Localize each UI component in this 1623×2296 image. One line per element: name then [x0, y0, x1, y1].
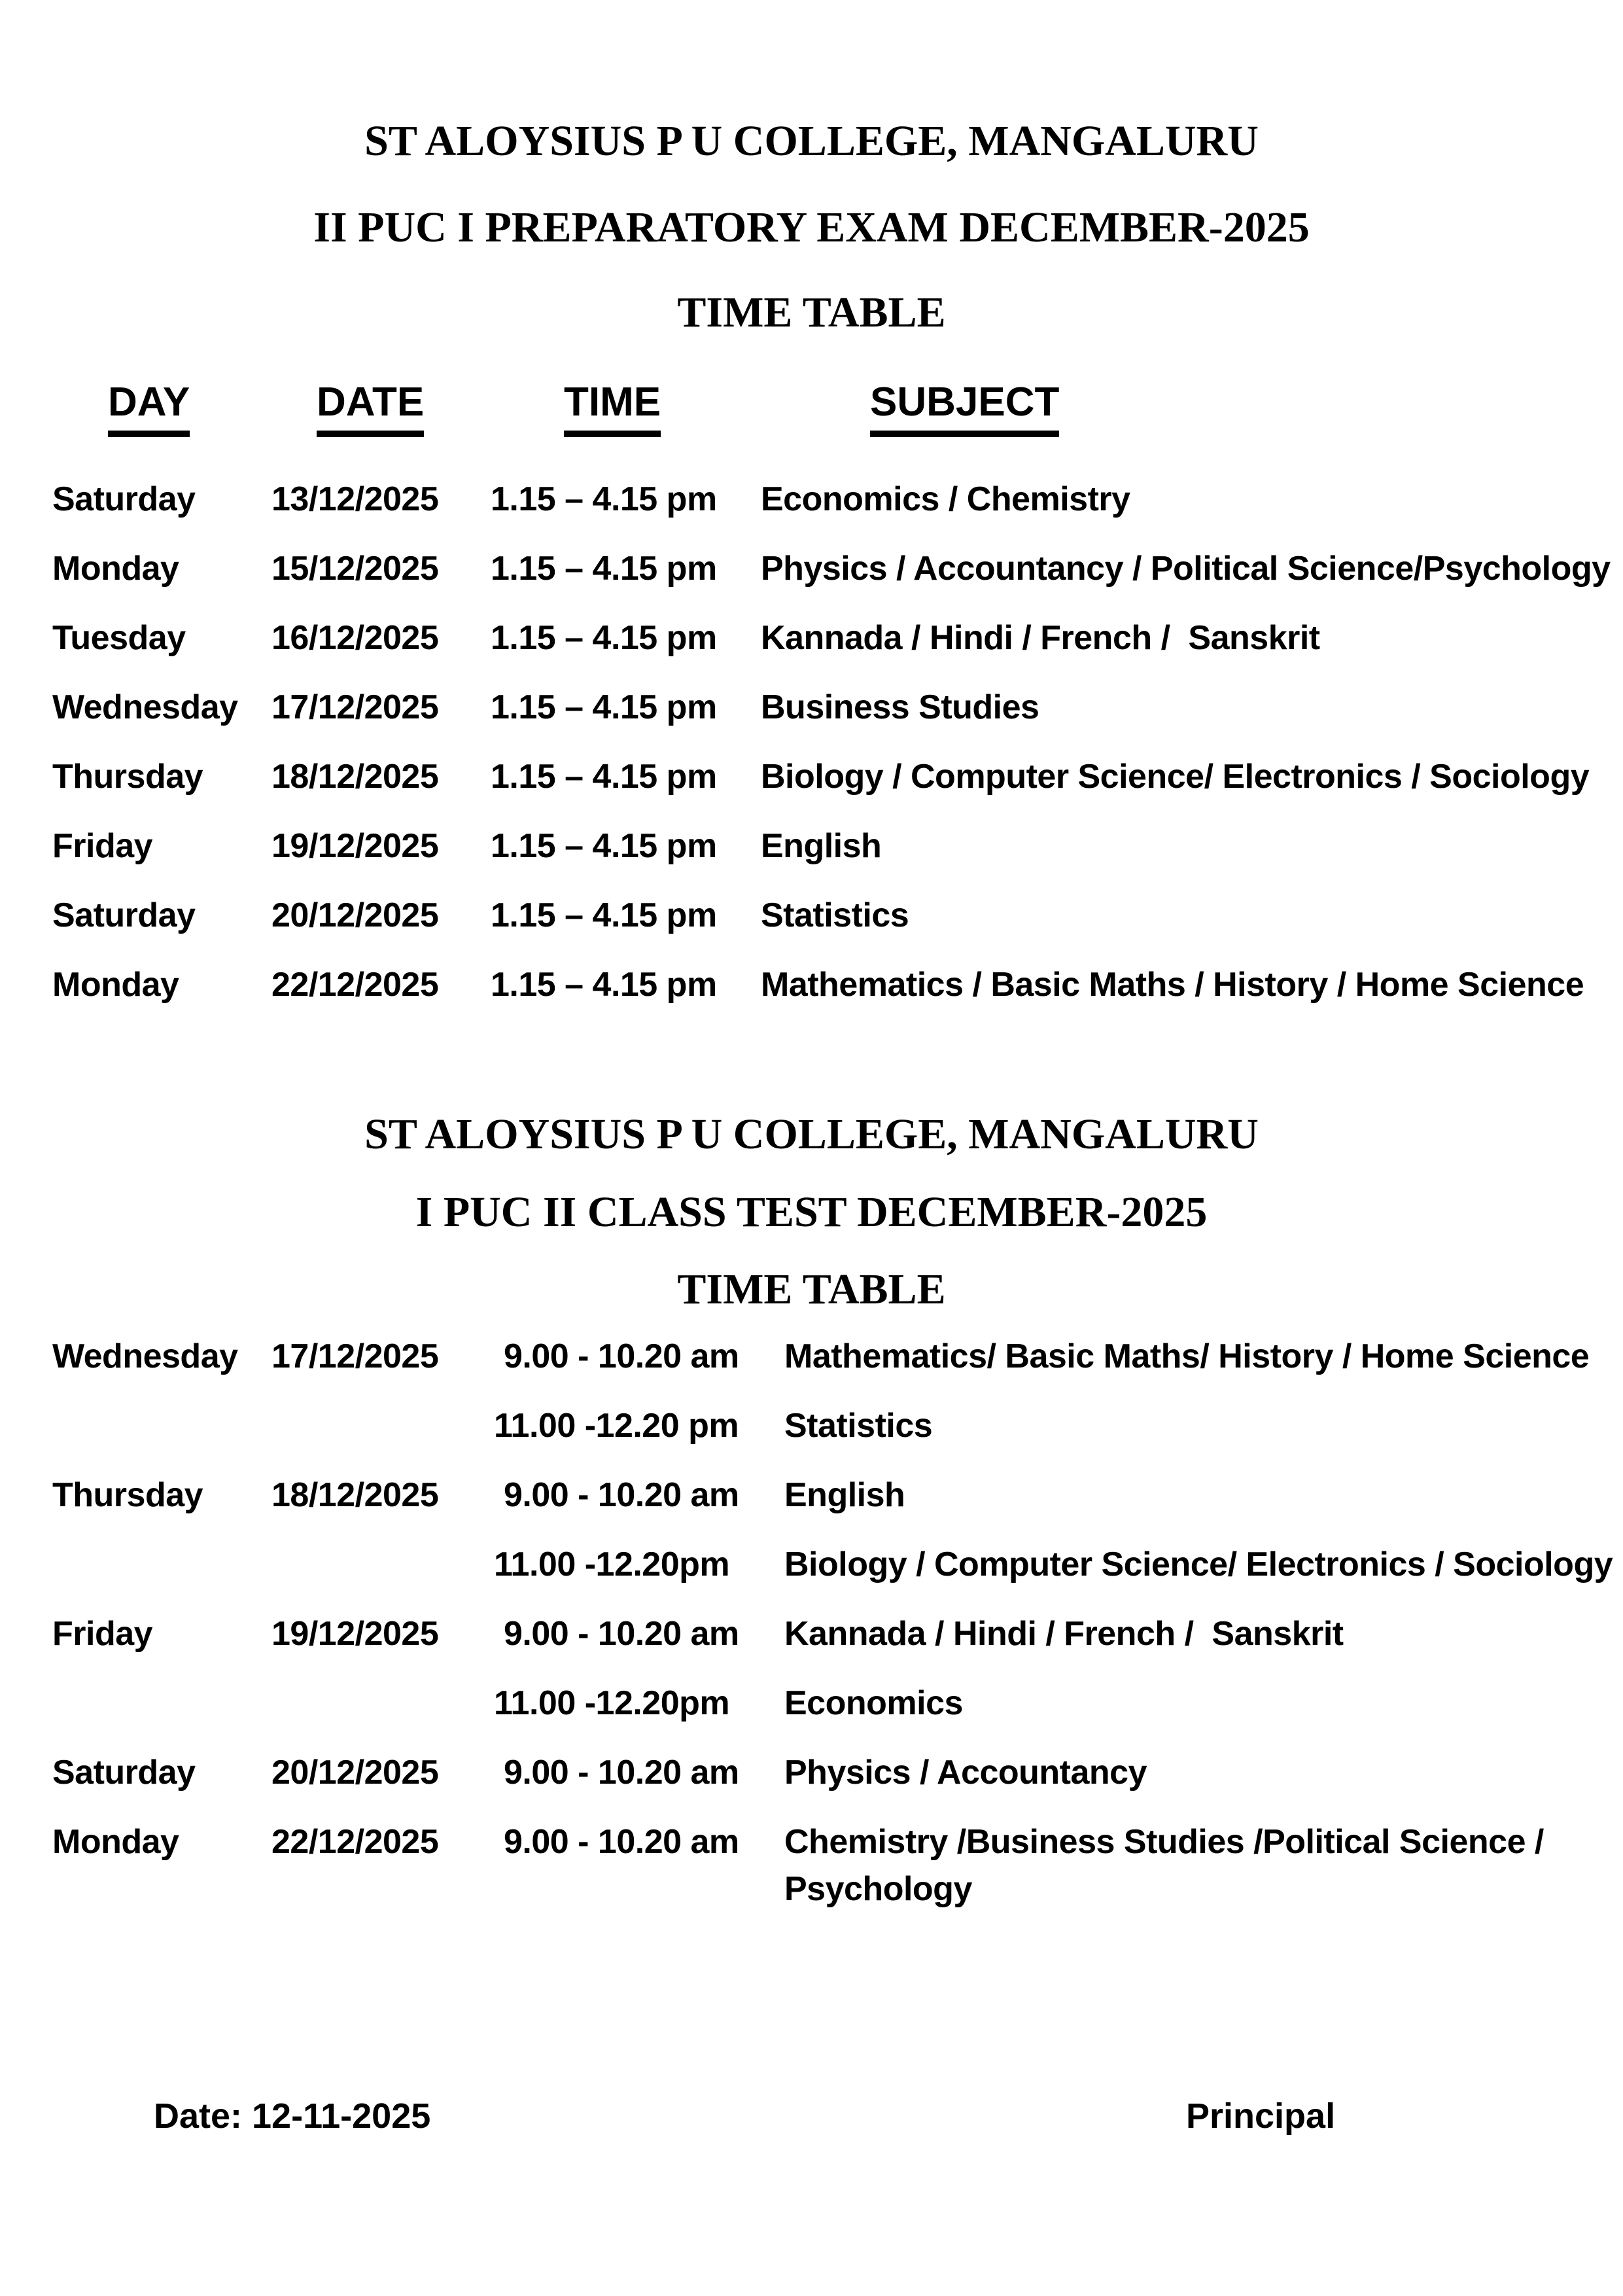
date-cell: 17/12/2025	[271, 688, 439, 726]
subject-cell: Physics / Accountancy	[784, 1754, 1147, 1792]
day-cell: Friday	[52, 827, 153, 865]
s1-table-row-7	[0, 898, 1623, 950]
time-cell: 9.00 - 10.20 am	[504, 1823, 739, 1861]
time-cell: 9.00 - 10.20 am	[504, 1615, 739, 1653]
day-cell: Monday	[52, 1823, 179, 1861]
s2-table-row-6	[0, 1686, 1623, 1738]
footer-row	[0, 2098, 1623, 2150]
date-cell: 16/12/2025	[271, 619, 439, 657]
issue-date-label: Date: 12-11-2025	[154, 2096, 431, 2136]
day-cell: Monday	[52, 550, 179, 588]
date-cell: 20/12/2025	[271, 1754, 439, 1792]
s1-col-header-subject: SUBJECT	[870, 382, 1059, 437]
day-cell: Thursday	[52, 1476, 203, 1514]
time-cell: 1.15 – 4.15 pm	[491, 758, 717, 796]
time-cell: 1.15 – 4.15 pm	[491, 827, 717, 865]
day-cell: Friday	[52, 1615, 153, 1653]
subject-cell: Mathematics / Basic Maths / History / Home Science	[761, 966, 1584, 1004]
s1-table-row-4	[0, 690, 1623, 742]
subject-cell: Kannada / Hindi / French / Sanskrit	[761, 619, 1320, 657]
s2-table-row-2	[0, 1408, 1623, 1460]
s2-exam-title: I PUC II CLASS TEST DECEMBER-2025	[415, 1188, 1208, 1236]
s1-table-row-6	[0, 828, 1623, 881]
subject-cell: Statistics	[761, 896, 909, 934]
s2-table-row-3	[0, 1477, 1623, 1530]
subject-cell: Economics	[784, 1684, 963, 1722]
day-cell: Wednesday	[52, 688, 238, 726]
date-cell: 13/12/2025	[271, 480, 439, 518]
s1-table-row-2	[0, 551, 1623, 603]
time-cell: 1.15 – 4.15 pm	[491, 966, 717, 1004]
subject-cell: Physics / Accountancy / Political Science/Psychology	[761, 550, 1611, 588]
s1-col-header-date: DATE	[317, 382, 424, 437]
day-cell: Thursday	[52, 758, 203, 796]
s1-table-row-1	[0, 482, 1623, 534]
s2-table-row-1	[0, 1339, 1623, 1391]
s1-table-row-8	[0, 967, 1623, 1019]
subject-cell: English	[784, 1476, 905, 1514]
time-cell: 11.00 -12.20 pm	[494, 1407, 739, 1445]
subject-cell: Mathematics/ Basic Maths/ History / Home Science	[784, 1337, 1590, 1375]
subject-cell: Kannada / Hindi / French / Sanskrit	[784, 1615, 1344, 1653]
s1-table-row-5	[0, 759, 1623, 811]
date-cell: 15/12/2025	[271, 550, 439, 588]
s1-timetable-title: TIME TABLE	[677, 289, 946, 336]
subject-cell: Chemistry /Business Studies /Political Science /	[784, 1823, 1544, 1861]
s2-table-row-8	[0, 1824, 1623, 1877]
s2-table-row-5	[0, 1616, 1623, 1669]
s2-college-title: ST ALOYSIUS P U COLLEGE, MANGALURU	[364, 1110, 1259, 1158]
s2-timetable-title: TIME TABLE	[677, 1265, 946, 1313]
s2-table-row-4	[0, 1547, 1623, 1599]
day-cell: Saturday	[52, 1754, 196, 1792]
day-cell: Saturday	[52, 896, 196, 934]
date-cell: 19/12/2025	[271, 827, 439, 865]
s1-table-row-3	[0, 620, 1623, 673]
s1-college-title: ST ALOYSIUS P U COLLEGE, MANGALURU	[364, 117, 1259, 165]
time-cell: 9.00 - 10.20 am	[504, 1476, 739, 1514]
day-cell: Wednesday	[52, 1337, 238, 1375]
time-cell: 1.15 – 4.15 pm	[491, 619, 717, 657]
principal-label: Principal	[1186, 2096, 1336, 2136]
subject-cell: Business Studies	[761, 688, 1039, 726]
s1-col-header-time: TIME	[564, 382, 661, 437]
subject-cell: English	[761, 827, 882, 865]
date-cell: 22/12/2025	[271, 1823, 439, 1861]
date-cell: 18/12/2025	[271, 758, 439, 796]
time-cell: 11.00 -12.20pm	[494, 1684, 730, 1722]
day-cell: Tuesday	[52, 619, 186, 657]
time-cell: 9.00 - 10.20 am	[504, 1754, 739, 1792]
day-cell: Monday	[52, 966, 179, 1004]
s2-table-row-7	[0, 1755, 1623, 1807]
time-cell: 1.15 – 4.15 pm	[491, 688, 717, 726]
date-cell: 18/12/2025	[271, 1476, 439, 1514]
date-cell: 19/12/2025	[271, 1615, 439, 1653]
day-cell: Saturday	[52, 480, 196, 518]
time-cell: 1.15 – 4.15 pm	[491, 550, 717, 588]
subject-cell: Statistics	[784, 1407, 933, 1445]
s1-exam-title: II PUC I PREPARATORY EXAM DECEMBER-2025	[313, 203, 1310, 251]
subject-cell: Biology / Computer Science/ Electronics / Sociology	[784, 1545, 1613, 1583]
subject-cell: Economics / Chemistry	[761, 480, 1130, 518]
date-cell: 17/12/2025	[271, 1337, 439, 1375]
s2-table-row-8-wrap-line	[0, 1871, 1623, 1924]
time-cell: 1.15 – 4.15 pm	[491, 480, 717, 518]
s1-col-header-day: DAY	[108, 382, 190, 437]
subject-cell: Biology / Computer Science/ Electronics / Sociology	[761, 758, 1590, 796]
s1-column-header-row	[0, 382, 1623, 461]
date-cell: 22/12/2025	[271, 966, 439, 1004]
time-cell: 9.00 - 10.20 am	[504, 1337, 739, 1375]
subject-cell-wrap: Psychology	[784, 1870, 972, 1908]
date-cell: 20/12/2025	[271, 896, 439, 934]
time-cell: 11.00 -12.20pm	[494, 1545, 730, 1583]
time-cell: 1.15 – 4.15 pm	[491, 896, 717, 934]
